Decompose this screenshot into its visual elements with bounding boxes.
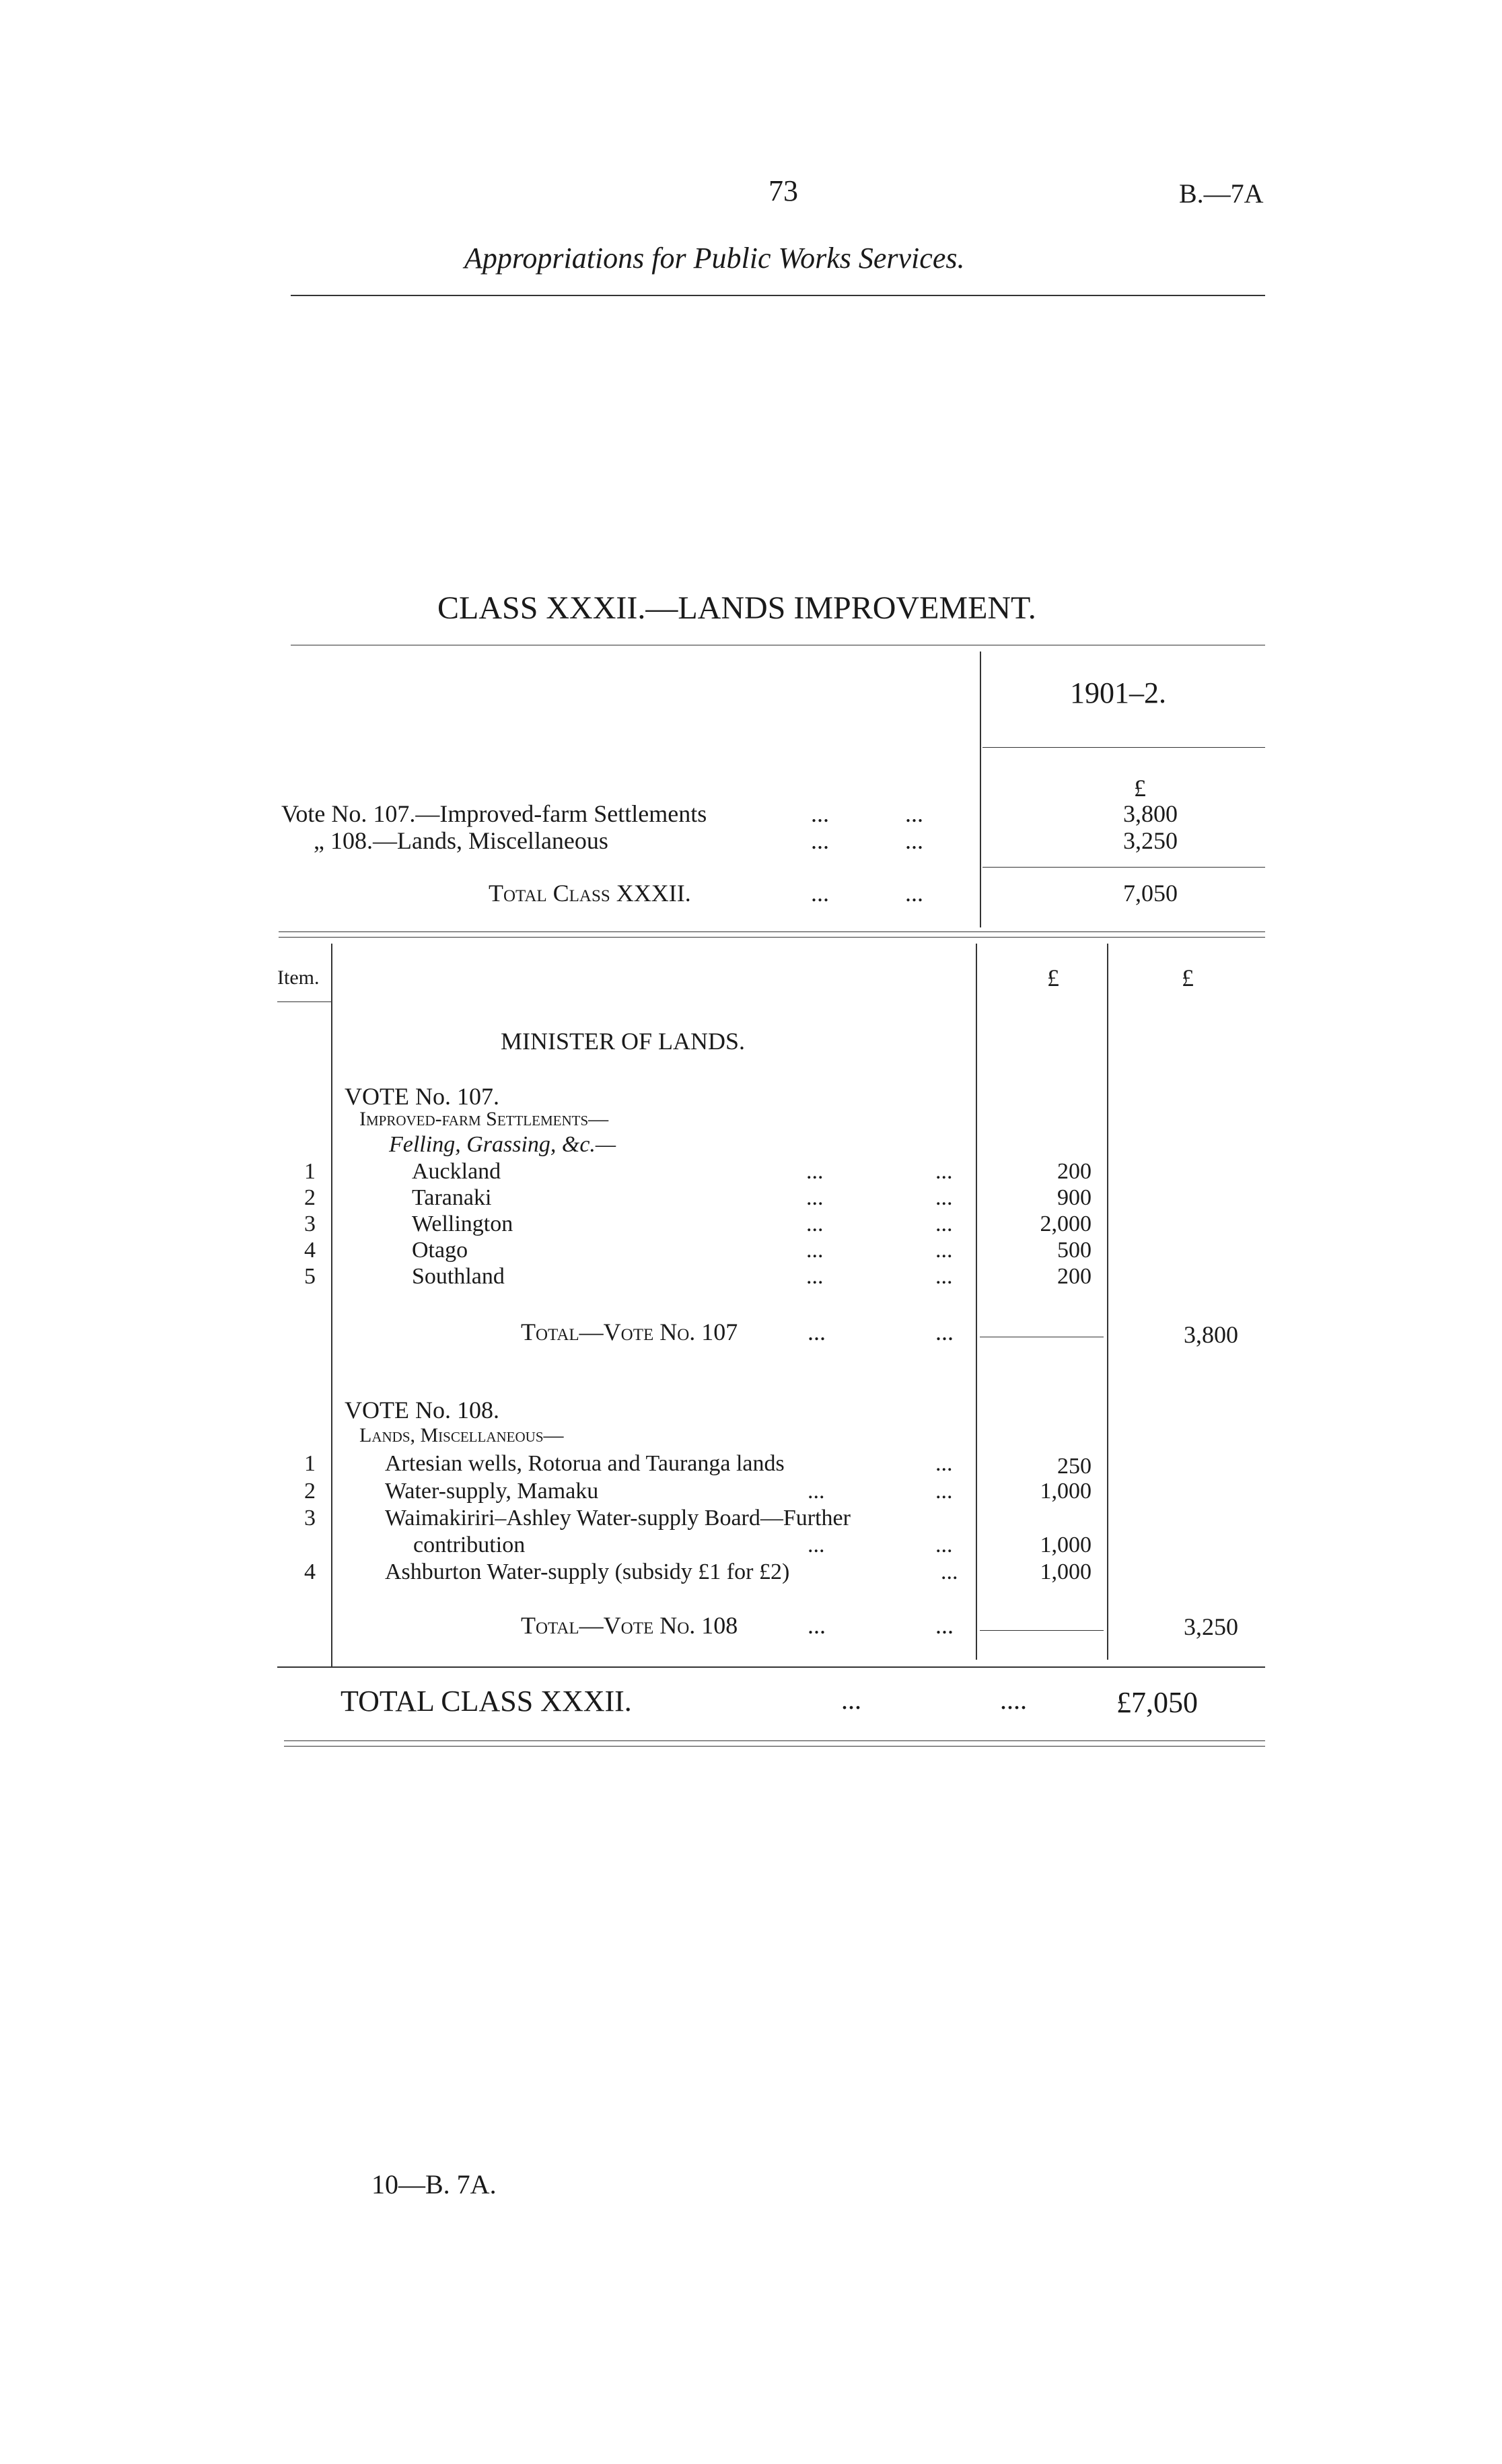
vote-107-total-amount: 3,800 bbox=[1184, 1321, 1238, 1348]
grand-total-bottom-rule bbox=[284, 1740, 1265, 1741]
vote-108-item-number: 1 bbox=[304, 1451, 316, 1476]
vote-107-item-dots: ... bbox=[806, 1185, 824, 1210]
vote-108-item-dots: ... bbox=[935, 1451, 953, 1476]
summary-total-label: Total Class XXXII. bbox=[489, 880, 691, 907]
summary-vote-108-amount: 3,250 bbox=[1123, 827, 1178, 854]
vote-107-item-dots: ... bbox=[935, 1264, 953, 1289]
summary-vote-107-dots: ... bbox=[811, 800, 829, 827]
vote-107-item-number: 1 bbox=[304, 1159, 316, 1184]
summary-total-dots: ... bbox=[811, 880, 829, 907]
summary-total-amount: 7,050 bbox=[1123, 880, 1178, 907]
vote-107-item-number: 2 bbox=[304, 1185, 316, 1210]
vote-108-item-amount: 1,000 bbox=[1040, 1559, 1092, 1584]
total-column-divider bbox=[1107, 944, 1108, 1660]
vote-108-item-dots: ... bbox=[808, 1533, 825, 1557]
page-number: 73 bbox=[768, 174, 798, 207]
amount-column-currency: £ bbox=[1047, 964, 1059, 991]
vote-108-item-amount: 1,000 bbox=[1040, 1533, 1092, 1557]
vote-108-item-number: 3 bbox=[304, 1506, 316, 1530]
summary-vote-107-dots: ... bbox=[905, 800, 923, 827]
vote-107-item-name: Auckland bbox=[412, 1159, 501, 1184]
vote-107-item-amount: 500 bbox=[1057, 1238, 1092, 1263]
vote-108-item-amount: 250 bbox=[1057, 1454, 1092, 1479]
vote-107-item-dots: ... bbox=[935, 1185, 953, 1210]
grand-total-label: TOTAL CLASS XXXII. bbox=[341, 1685, 632, 1718]
grand-total-top-rule bbox=[277, 1666, 1265, 1668]
vote-107-item-name: Southland bbox=[412, 1264, 505, 1289]
vote-108-item-amount: 1,000 bbox=[1040, 1479, 1092, 1504]
vote-108-total-amount: 3,250 bbox=[1184, 1613, 1238, 1640]
vote-107-item-name: Otago bbox=[412, 1238, 468, 1263]
vote-107-item-dots: ... bbox=[806, 1211, 824, 1236]
vote-107-item-amount: 200 bbox=[1057, 1264, 1092, 1289]
vote-108-item-dots: ... bbox=[941, 1559, 958, 1584]
vote-107-item-dots: ... bbox=[806, 1264, 824, 1289]
vote-107-item-number: 5 bbox=[304, 1264, 316, 1289]
vote-108-item-number: 2 bbox=[304, 1479, 316, 1504]
summary-column-divider bbox=[980, 652, 981, 927]
amount-column-divider bbox=[976, 944, 977, 1660]
minister-heading: MINISTER OF LANDS. bbox=[501, 1028, 746, 1055]
vote-107-total-label: Total—Vote No. 107 bbox=[521, 1318, 738, 1345]
summary-total-rule bbox=[982, 867, 1265, 868]
item-heading-rule bbox=[277, 1001, 331, 1002]
header-rule bbox=[291, 295, 1265, 296]
vote-108-total-dots: ... bbox=[808, 1612, 826, 1639]
vote-107-item-amount: 900 bbox=[1057, 1185, 1092, 1210]
vote-107-item-name: Taranaki bbox=[412, 1185, 492, 1210]
vote-108-item-dots: ... bbox=[935, 1533, 953, 1557]
vote-108-heading: VOTE No. 108. bbox=[345, 1397, 499, 1423]
vote-107-item-dots: ... bbox=[806, 1238, 824, 1263]
vote-107-item-dots: ... bbox=[806, 1159, 824, 1184]
vote-108-item-dots: ... bbox=[808, 1479, 825, 1504]
vote-108-item-name: Artesian wells, Rotorua and Tauranga lands bbox=[385, 1451, 785, 1476]
vote-107-item-dots: ... bbox=[935, 1211, 953, 1236]
vote-107-item-amount: 2,000 bbox=[1040, 1211, 1092, 1236]
summary-bottom-rule bbox=[279, 931, 1265, 932]
vote-107-item-dots: ... bbox=[935, 1159, 953, 1184]
vote-108-item-number: 4 bbox=[304, 1559, 316, 1584]
class-title: CLASS XXXII.—LANDS IMPROVEMENT. bbox=[437, 590, 1036, 626]
vote-107-subheading: Improved-farm Settlements— bbox=[359, 1108, 609, 1130]
running-title: Appropriations for Public Works Services. bbox=[464, 242, 965, 275]
vote-108-total-dots: ... bbox=[935, 1612, 954, 1639]
vote-108-item-name: Water-supply, Mamaku bbox=[385, 1479, 599, 1504]
printer-signature: 10—B. 7A. bbox=[371, 2169, 497, 2199]
vote-108-total-rule bbox=[980, 1630, 1104, 1631]
summary-vote-107-label: Vote No. 107.—Improved-farm Settlements bbox=[281, 800, 707, 827]
summary-vote-108-dots: ... bbox=[811, 827, 829, 854]
summary-vote-107-amount: 3,800 bbox=[1123, 800, 1178, 827]
grand-total-amount: £7,050 bbox=[1116, 1686, 1198, 1719]
summary-currency: £ bbox=[1134, 775, 1146, 802]
grand-total-bottom-rule-double bbox=[284, 1746, 1265, 1747]
vote-108-item-name: Waimakiriri–Ashley Water-supply Board—Further bbox=[385, 1506, 851, 1530]
document-reference: B.—7A bbox=[1179, 178, 1264, 209]
total-column-currency: £ bbox=[1182, 964, 1194, 991]
vote-108-item-continuation: contribution bbox=[413, 1533, 526, 1557]
vote-108-item-dots: ... bbox=[935, 1479, 953, 1504]
vote-107-item-dots: ... bbox=[935, 1238, 953, 1263]
vote-108-item-name: Ashburton Water-supply (subsidy £1 for £2) bbox=[385, 1559, 790, 1584]
summary-year-rule bbox=[982, 747, 1265, 748]
vote-108-subheading: Lands, Miscellaneous— bbox=[359, 1424, 564, 1446]
summary-year-heading: 1901–2. bbox=[1070, 676, 1166, 709]
vote-107-item-name: Wellington bbox=[412, 1211, 513, 1236]
vote-107-subsubheading: Felling, Grassing, &c.— bbox=[389, 1132, 616, 1157]
vote-107-total-dots: ... bbox=[935, 1318, 954, 1345]
grand-total-dots: .... bbox=[1000, 1685, 1027, 1715]
vote-107-heading: VOTE No. 107. bbox=[345, 1083, 499, 1110]
vote-107-item-number: 3 bbox=[304, 1211, 316, 1236]
vote-107-item-number: 4 bbox=[304, 1238, 316, 1263]
item-column-heading: Item. bbox=[277, 966, 320, 989]
grand-total-dots: ... bbox=[841, 1685, 861, 1715]
summary-vote-108-label: „ 108.—Lands, Miscellaneous bbox=[314, 827, 608, 854]
summary-total-dots: ... bbox=[905, 880, 923, 907]
summary-bottom-rule-double bbox=[279, 937, 1265, 938]
item-column-divider bbox=[331, 944, 332, 1666]
vote-108-total-label: Total—Vote No. 108 bbox=[521, 1612, 738, 1639]
vote-107-total-dots: ... bbox=[808, 1318, 826, 1345]
summary-vote-108-dots: ... bbox=[905, 827, 923, 854]
vote-107-item-amount: 200 bbox=[1057, 1159, 1092, 1184]
